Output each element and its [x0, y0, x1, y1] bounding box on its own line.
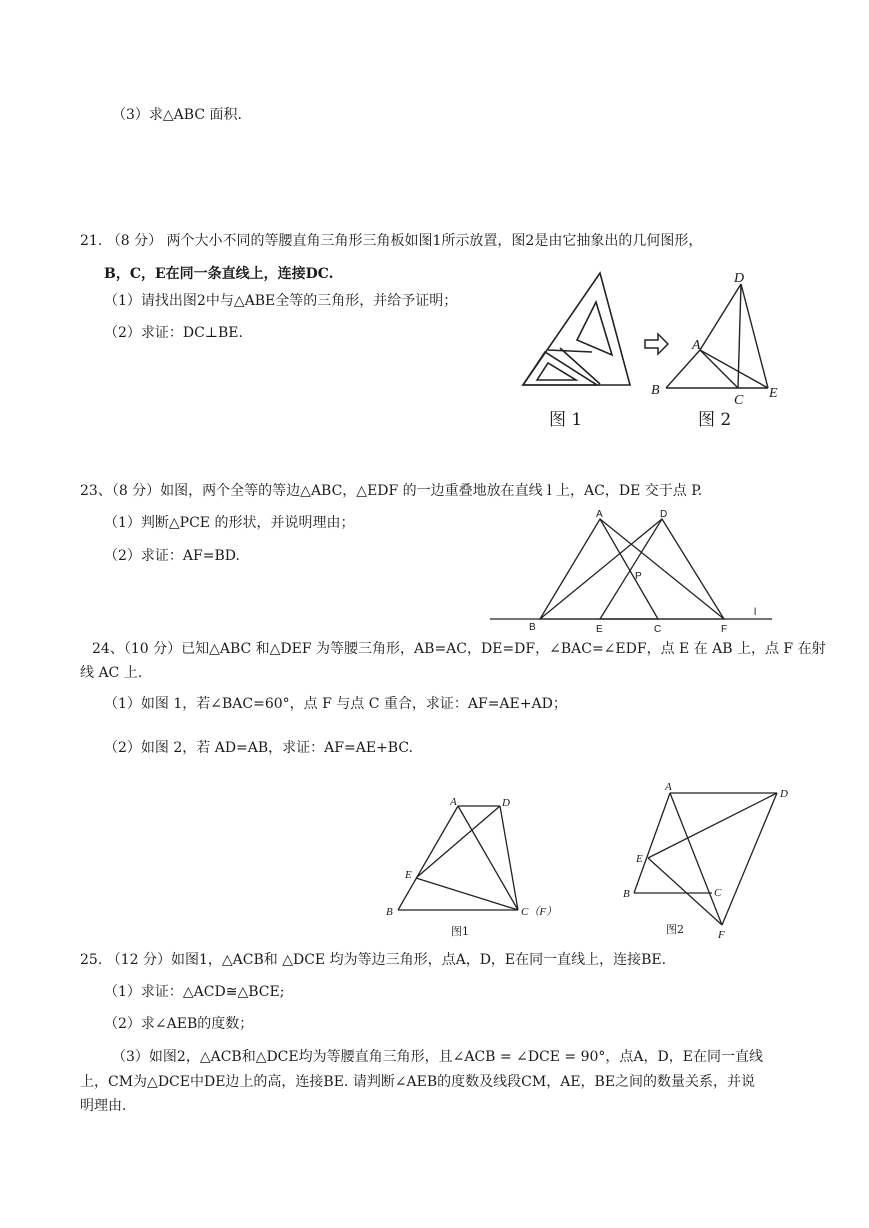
- q23-label-l: l: [754, 607, 757, 618]
- q24-fig1-label-a: A: [450, 796, 457, 808]
- q24-part1: （1）如图 1，若∠BAC=60°，点 F 与点 C 重合，求证：AF=AE+AD；: [104, 696, 567, 712]
- q21-label-b: B: [651, 383, 660, 398]
- q21-label-d: D: [734, 271, 745, 286]
- q21-label-a: A: [692, 338, 701, 353]
- q25-part3-line1: （3）如图2，△ACB和△DCE均为等腰直角三角形，且∠ACB = ∠DCE = 90°，点A，D，E在同一直线: [112, 1049, 763, 1065]
- q23-label-c: C: [654, 624, 662, 635]
- q24-fig2-label-c: C: [714, 887, 722, 899]
- q21-stem-line1: 21. （8 分） 两个大小不同的等腰直角三角形三角板如图1所示放置，图2是由它抽象出的几何图形，: [80, 233, 703, 249]
- q23-stem: 23、（8 分）如图，两个全等的等边△ABC，△EDF 的一边重叠地放在直线 l 上，AC，DE 交于点 P.: [80, 483, 703, 499]
- q25-part1: （1）求证：△ACD≅△BCE;: [104, 984, 285, 1000]
- q23-part2: （2）求证：AF=BD.: [104, 548, 240, 564]
- q21-label-e: E: [769, 386, 778, 401]
- q23-label-b: B: [529, 622, 536, 633]
- q25-stem: 25. （12 分）如图1，△ACB和 △DCE 均为等边三角形，点A，D，E在同一直线上，连接BE.: [80, 952, 667, 968]
- q24-stem-line2: 线 AC 上.: [80, 665, 143, 681]
- q21-fig2-caption: 图 2: [698, 410, 732, 430]
- q20-part3: （3）求△ABC 面积.: [112, 107, 242, 123]
- q25-part2: （2）求∠AEB的度数；: [104, 1016, 254, 1032]
- q21-stem-line2: B，C，E在同一条直线上，连接DC.: [104, 266, 334, 282]
- q24-fig2-label-d: D: [780, 788, 788, 800]
- q23-label-d: D: [660, 509, 668, 520]
- q21-fig1-caption: 图 1: [549, 410, 583, 430]
- q24-fig1-label-cf: C（F）: [521, 906, 558, 918]
- q24-fig2-label-f: F: [718, 929, 725, 941]
- q23-label-a: A: [596, 509, 603, 520]
- q21-label-c: C: [734, 393, 744, 408]
- q24-fig1-caption: 图1: [451, 925, 469, 938]
- q23-label-e: E: [596, 624, 603, 635]
- q24-fig2-label-e: E: [636, 853, 643, 865]
- q24-fig1-label-b: B: [386, 906, 393, 918]
- q21-part1: （1）请找出图2中与△ABE全等的三角形，并给予证明；: [104, 293, 458, 309]
- q25-part3-line2: 上，CM为△DCE中DE边上的高，连接BE. 请判断∠AEB的度数及线段CM，AE，BE之间的数量关系，并说: [80, 1074, 756, 1090]
- q24-stem-line1: 24、（10 分）已知△ABC 和△DEF 为等腰三角形，AB=AC，DE=DF，∠BAC=∠EDF，点 E 在 AB 上，点 F 在射: [92, 641, 826, 657]
- q25-part3-line3: 明理由.: [80, 1098, 127, 1114]
- q24-fig2-label-b: B: [623, 888, 630, 900]
- q24-fig2-caption: 图2: [666, 923, 684, 936]
- q24-fig1-label-d: D: [502, 797, 510, 809]
- q23-label-f: F: [721, 624, 728, 635]
- q24-part2: （2）如图 2，若 AD=AB，求证：AF=AE+BC.: [104, 740, 414, 756]
- q24-fig2-label-a: A: [665, 781, 672, 793]
- q23-label-p: P: [635, 571, 642, 582]
- q21-part2: （2）求证：DC⊥BE.: [104, 325, 243, 341]
- q23-part1: （1）判断△PCE 的形状，并说明理由；: [104, 515, 355, 531]
- q24-fig1-label-e: E: [405, 869, 412, 881]
